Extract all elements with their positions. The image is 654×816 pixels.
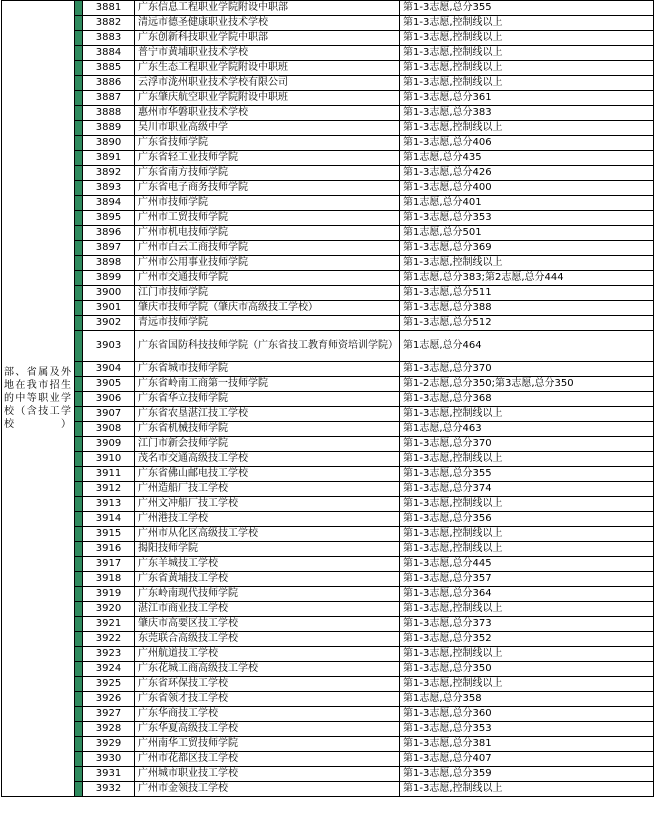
admission-requirement: 第1-3志愿,总分353 — [400, 722, 654, 737]
school-name: 清远市德圣健康职业技术学校 — [135, 16, 400, 31]
admission-requirement: 第1-3志愿,总分381 — [400, 737, 654, 752]
school-code: 3932 — [83, 782, 135, 797]
table-row — [2, 497, 654, 512]
school-name: 广州市白云工商技师学院 — [135, 241, 400, 256]
row-color-strip — [75, 16, 83, 31]
row-color-strip — [75, 707, 83, 722]
table-row — [2, 1, 654, 16]
school-name: 广东华夏高级技工学校 — [135, 722, 400, 737]
admission-requirement: 第1志愿,总分383;第2志愿,总分444 — [400, 271, 654, 286]
row-color-strip — [75, 722, 83, 737]
school-name: 广州航道技工学校 — [135, 647, 400, 662]
admission-requirement: 第1-3志愿,控制线以上 — [400, 647, 654, 662]
table-row — [2, 542, 654, 557]
admission-table-sheet — [1, 0, 653, 797]
admission-requirement: 第1-3志愿,控制线以上 — [400, 121, 654, 136]
school-name: 广东省农垦湛江技工学校 — [135, 407, 400, 422]
school-name: 普宁市黄埔职业技术学校 — [135, 46, 400, 61]
school-code: 3926 — [83, 692, 135, 707]
admission-requirement: 第1-3志愿,总分400 — [400, 181, 654, 196]
admission-requirement: 第1-3志愿,总分361 — [400, 91, 654, 106]
school-name: 广州市工贸技师学院 — [135, 211, 400, 226]
school-code: 3920 — [83, 602, 135, 617]
row-color-strip — [75, 1, 83, 16]
admission-requirement: 第1-3志愿,控制线以上 — [400, 542, 654, 557]
school-name: 广州市交通技师学院 — [135, 271, 400, 286]
admission-requirement: 第1-3志愿,控制线以上 — [400, 527, 654, 542]
row-color-strip — [75, 91, 83, 106]
admission-requirement: 第1-3志愿,总分370 — [400, 437, 654, 452]
school-code: 3901 — [83, 301, 135, 316]
school-code: 3921 — [83, 617, 135, 632]
school-code: 3904 — [83, 362, 135, 377]
admission-requirement: 第1-3志愿,总分368 — [400, 392, 654, 407]
school-code: 3903 — [83, 331, 135, 362]
table-row — [2, 211, 654, 226]
school-name: 广州港技工学校 — [135, 512, 400, 527]
row-color-strip — [75, 587, 83, 602]
school-code: 3895 — [83, 211, 135, 226]
school-code: 3910 — [83, 452, 135, 467]
row-color-strip — [75, 617, 83, 632]
school-code: 3890 — [83, 136, 135, 151]
school-name: 青远市技师学院 — [135, 316, 400, 331]
school-code: 3922 — [83, 632, 135, 647]
table-row — [2, 512, 654, 527]
table-row — [2, 677, 654, 692]
row-color-strip — [75, 647, 83, 662]
school-code: 3887 — [83, 91, 135, 106]
row-color-strip — [75, 76, 83, 91]
school-name: 湛江市商业技工学校 — [135, 602, 400, 617]
table-row — [2, 437, 654, 452]
school-name: 广州造船厂技工学校 — [135, 482, 400, 497]
admission-requirement: 第1-3志愿,总分445 — [400, 557, 654, 572]
school-name: 广东岭南现代技师学院 — [135, 587, 400, 602]
table-row — [2, 767, 654, 782]
admission-requirement: 第1-3志愿,总分374 — [400, 482, 654, 497]
admission-requirement: 第1-3志愿,总分356 — [400, 512, 654, 527]
admission-requirement: 第1志愿,总分435 — [400, 151, 654, 166]
school-name: 广东省国防科技技师学院（广东省技工教育师资培训学院） — [135, 331, 400, 362]
row-color-strip — [75, 662, 83, 677]
row-color-strip — [75, 482, 83, 497]
school-name: 茂名市交通高级技工学校 — [135, 452, 400, 467]
row-color-strip — [75, 602, 83, 617]
row-color-strip — [75, 166, 83, 181]
admission-requirement: 第1志愿,总分501 — [400, 226, 654, 241]
table-row — [2, 121, 654, 136]
table-row — [2, 151, 654, 166]
admission-requirement: 第1-3志愿,总分369 — [400, 241, 654, 256]
admission-requirement: 第1-3志愿,控制线以上 — [400, 76, 654, 91]
table-row — [2, 632, 654, 647]
table-row — [2, 91, 654, 106]
school-name: 广州市金领技工学校 — [135, 782, 400, 797]
table-row — [2, 692, 654, 707]
admission-requirement: 第1-3志愿,控制线以上 — [400, 407, 654, 422]
school-code: 3919 — [83, 587, 135, 602]
school-code: 3923 — [83, 647, 135, 662]
school-name: 广州文冲船厂技工学校 — [135, 497, 400, 512]
row-color-strip — [75, 737, 83, 752]
table-row — [2, 617, 654, 632]
admission-requirement: 第1-3志愿,总分352 — [400, 632, 654, 647]
row-color-strip — [75, 572, 83, 587]
table-row — [2, 452, 654, 467]
school-name: 肇庆市技师学院（肇庆市高级技工学校） — [135, 301, 400, 316]
row-color-strip — [75, 752, 83, 767]
school-name: 广东省轻工业技师学院 — [135, 151, 400, 166]
table-row — [2, 752, 654, 767]
school-code: 3893 — [83, 181, 135, 196]
admission-requirement: 第1-3志愿,总分373 — [400, 617, 654, 632]
admission-requirement: 第1-3志愿,控制线以上 — [400, 256, 654, 271]
admission-requirement: 第1-3志愿,总分355 — [400, 1, 654, 16]
school-name: 广东生态工程职业学院附设中职班 — [135, 61, 400, 76]
admission-requirement: 第1-3志愿,总分353 — [400, 211, 654, 226]
table-row — [2, 226, 654, 241]
school-code: 3900 — [83, 286, 135, 301]
school-code: 3915 — [83, 527, 135, 542]
school-code: 3916 — [83, 542, 135, 557]
school-name: 广东省华立技师学院 — [135, 392, 400, 407]
school-code: 3925 — [83, 677, 135, 692]
table-row — [2, 301, 654, 316]
school-name: 广东省领才技工学校 — [135, 692, 400, 707]
admission-requirement: 第1-3志愿,总分364 — [400, 587, 654, 602]
school-name: 吴川市职业高级中学 — [135, 121, 400, 136]
school-name: 肇庆市高要区技工学校 — [135, 617, 400, 632]
school-name: 广东省南方技师学院 — [135, 166, 400, 181]
school-code: 3924 — [83, 662, 135, 677]
school-name: 广州市花都区技工学校 — [135, 752, 400, 767]
school-code: 3906 — [83, 392, 135, 407]
school-code: 3898 — [83, 256, 135, 271]
row-color-strip — [75, 241, 83, 256]
school-code: 3914 — [83, 512, 135, 527]
row-color-strip — [75, 271, 83, 286]
school-name: 广州市公用事业技师学院 — [135, 256, 400, 271]
table-row — [2, 647, 654, 662]
table-row — [2, 482, 654, 497]
row-color-strip — [75, 632, 83, 647]
school-code: 3909 — [83, 437, 135, 452]
table-row — [2, 61, 654, 76]
school-code: 3891 — [83, 151, 135, 166]
row-color-strip — [75, 422, 83, 437]
school-name: 揭阳技师学院 — [135, 542, 400, 557]
school-code: 3913 — [83, 497, 135, 512]
admission-requirement: 第1志愿,总分358 — [400, 692, 654, 707]
table-row — [2, 76, 654, 91]
table-row — [2, 331, 654, 362]
row-color-strip — [75, 106, 83, 121]
school-name: 广东省岭南工商第一技师学院 — [135, 377, 400, 392]
table-row — [2, 46, 654, 61]
school-code: 3902 — [83, 316, 135, 331]
row-color-strip — [75, 121, 83, 136]
school-code: 3931 — [83, 767, 135, 782]
school-name: 云浮市泷州职业技术学校有限公司 — [135, 76, 400, 91]
table-row — [2, 16, 654, 31]
school-name: 广东华商技工学校 — [135, 707, 400, 722]
admission-requirement: 第1志愿,总分463 — [400, 422, 654, 437]
admission-requirement: 第1-3志愿,控制线以上 — [400, 497, 654, 512]
school-code: 3894 — [83, 196, 135, 211]
table-row — [2, 527, 654, 542]
admission-requirement: 第1-3志愿,总分406 — [400, 136, 654, 151]
admission-table — [1, 0, 654, 797]
admission-requirement: 第1-3志愿,控制线以上 — [400, 46, 654, 61]
table-row — [2, 407, 654, 422]
table-row — [2, 316, 654, 331]
row-color-strip — [75, 542, 83, 557]
school-name: 广东省黄埔技工学校 — [135, 572, 400, 587]
school-name: 广州市机电技师学院 — [135, 226, 400, 241]
table-row — [2, 241, 654, 256]
school-name: 广东肇庆航空职业学院附设中职班 — [135, 91, 400, 106]
school-name: 广州市技师学院 — [135, 196, 400, 211]
admission-requirement: 第1-3志愿,控制线以上 — [400, 782, 654, 797]
admission-requirement: 第1-3志愿,总分388 — [400, 301, 654, 316]
table-row — [2, 722, 654, 737]
admission-requirement: 第1-3志愿,总分360 — [400, 707, 654, 722]
school-code: 3908 — [83, 422, 135, 437]
category-label: 部、省属及外地在我市招生的中等职业学校（含技工学校） — [2, 1, 75, 797]
row-color-strip — [75, 407, 83, 422]
admission-requirement: 第1-3志愿,总分350 — [400, 662, 654, 677]
school-code: 3883 — [83, 31, 135, 46]
row-color-strip — [75, 226, 83, 241]
table-row — [2, 362, 654, 377]
admission-requirement: 第1-3志愿,总分407 — [400, 752, 654, 767]
school-code: 3929 — [83, 737, 135, 752]
row-color-strip — [75, 331, 83, 362]
row-color-strip — [75, 467, 83, 482]
row-color-strip — [75, 782, 83, 797]
row-color-strip — [75, 677, 83, 692]
school-code: 3917 — [83, 557, 135, 572]
table-row — [2, 31, 654, 46]
table-row — [2, 557, 654, 572]
table-row — [2, 572, 654, 587]
table-row — [2, 587, 654, 602]
school-code: 3884 — [83, 46, 135, 61]
school-name: 广东省电子商务技师学院 — [135, 181, 400, 196]
school-name: 广东省环保技工学校 — [135, 677, 400, 692]
school-name: 东莞联合高级技工学校 — [135, 632, 400, 647]
row-color-strip — [75, 61, 83, 76]
row-color-strip — [75, 437, 83, 452]
row-color-strip — [75, 392, 83, 407]
school-name: 广州南华工贸技师学院 — [135, 737, 400, 752]
admission-requirement: 第1-3志愿,控制线以上 — [400, 602, 654, 617]
table-row — [2, 602, 654, 617]
school-name: 广东花城工商高级技工学校 — [135, 662, 400, 677]
school-name: 广东省机械技师学院 — [135, 422, 400, 437]
table-row — [2, 286, 654, 301]
school-name: 江门市技师学院 — [135, 286, 400, 301]
table-row — [2, 181, 654, 196]
row-color-strip — [75, 301, 83, 316]
row-color-strip — [75, 286, 83, 301]
row-color-strip — [75, 527, 83, 542]
row-color-strip — [75, 452, 83, 467]
admission-requirement: 第1-3志愿,总分512 — [400, 316, 654, 331]
row-color-strip — [75, 362, 83, 377]
school-code: 3905 — [83, 377, 135, 392]
school-code: 3896 — [83, 226, 135, 241]
school-code: 3889 — [83, 121, 135, 136]
school-name: 广东羊城技工学校 — [135, 557, 400, 572]
admission-requirement: 第1志愿,总分464 — [400, 331, 654, 362]
table-row — [2, 467, 654, 482]
admission-requirement: 第1-3志愿,总分511 — [400, 286, 654, 301]
admission-requirement: 第1-3志愿,控制线以上 — [400, 31, 654, 46]
school-name: 广州市从化区高级技工学校 — [135, 527, 400, 542]
admission-requirement: 第1-3志愿,总分359 — [400, 767, 654, 782]
table-row — [2, 422, 654, 437]
school-code: 3927 — [83, 707, 135, 722]
school-name: 广东创新科技职业学院中职部 — [135, 31, 400, 46]
table-row — [2, 196, 654, 211]
table-row — [2, 136, 654, 151]
school-name: 广州城市职业技工学校 — [135, 767, 400, 782]
table-row — [2, 707, 654, 722]
school-code: 3930 — [83, 752, 135, 767]
table-row — [2, 271, 654, 286]
admission-requirement: 第1-2志愿,总分350;第3志愿,总分350 — [400, 377, 654, 392]
table-row — [2, 106, 654, 121]
row-color-strip — [75, 211, 83, 226]
row-color-strip — [75, 151, 83, 166]
row-color-strip — [75, 377, 83, 392]
school-name: 广东省佛山邮电技工学校 — [135, 467, 400, 482]
admission-requirement: 第1-3志愿,总分426 — [400, 166, 654, 181]
table-row — [2, 782, 654, 797]
school-code: 3899 — [83, 271, 135, 286]
admission-requirement: 第1-3志愿,控制线以上 — [400, 16, 654, 31]
table-row — [2, 166, 654, 181]
admission-requirement: 第1-3志愿,总分357 — [400, 572, 654, 587]
admission-requirement: 第1志愿,总分401 — [400, 196, 654, 211]
row-color-strip — [75, 512, 83, 527]
row-color-strip — [75, 256, 83, 271]
row-color-strip — [75, 767, 83, 782]
school-code: 3918 — [83, 572, 135, 587]
school-code: 3892 — [83, 166, 135, 181]
admission-requirement: 第1-3志愿,控制线以上 — [400, 61, 654, 76]
admission-requirement: 第1-3志愿,控制线以上 — [400, 452, 654, 467]
school-name: 广东省技师学院 — [135, 136, 400, 151]
row-color-strip — [75, 557, 83, 572]
row-color-strip — [75, 136, 83, 151]
row-color-strip — [75, 316, 83, 331]
school-code: 3912 — [83, 482, 135, 497]
school-name: 江门市新会技师学院 — [135, 437, 400, 452]
table-row — [2, 737, 654, 752]
school-code: 3897 — [83, 241, 135, 256]
row-color-strip — [75, 196, 83, 211]
admission-requirement: 第1-3志愿,控制线以上 — [400, 677, 654, 692]
school-name: 惠州市华磐职业技术学校 — [135, 106, 400, 121]
table-row — [2, 256, 654, 271]
school-code: 3911 — [83, 467, 135, 482]
school-code: 3882 — [83, 16, 135, 31]
admission-requirement: 第1-3志愿,总分370 — [400, 362, 654, 377]
table-row — [2, 377, 654, 392]
school-code: 3885 — [83, 61, 135, 76]
table-row — [2, 662, 654, 677]
school-code: 3886 — [83, 76, 135, 91]
row-color-strip — [75, 692, 83, 707]
school-name: 广东信息工程职业学院附设中职部 — [135, 1, 400, 16]
school-name: 广东省城市技师学院 — [135, 362, 400, 377]
admission-requirement: 第1-3志愿,总分383 — [400, 106, 654, 121]
school-code: 3928 — [83, 722, 135, 737]
admission-requirement: 第1-3志愿,总分355 — [400, 467, 654, 482]
row-color-strip — [75, 46, 83, 61]
admission-table-body — [2, 1, 654, 797]
table-row — [2, 392, 654, 407]
row-color-strip — [75, 31, 83, 46]
row-color-strip — [75, 497, 83, 512]
school-code: 3881 — [83, 1, 135, 16]
row-color-strip — [75, 181, 83, 196]
school-code: 3907 — [83, 407, 135, 422]
school-code: 3888 — [83, 106, 135, 121]
